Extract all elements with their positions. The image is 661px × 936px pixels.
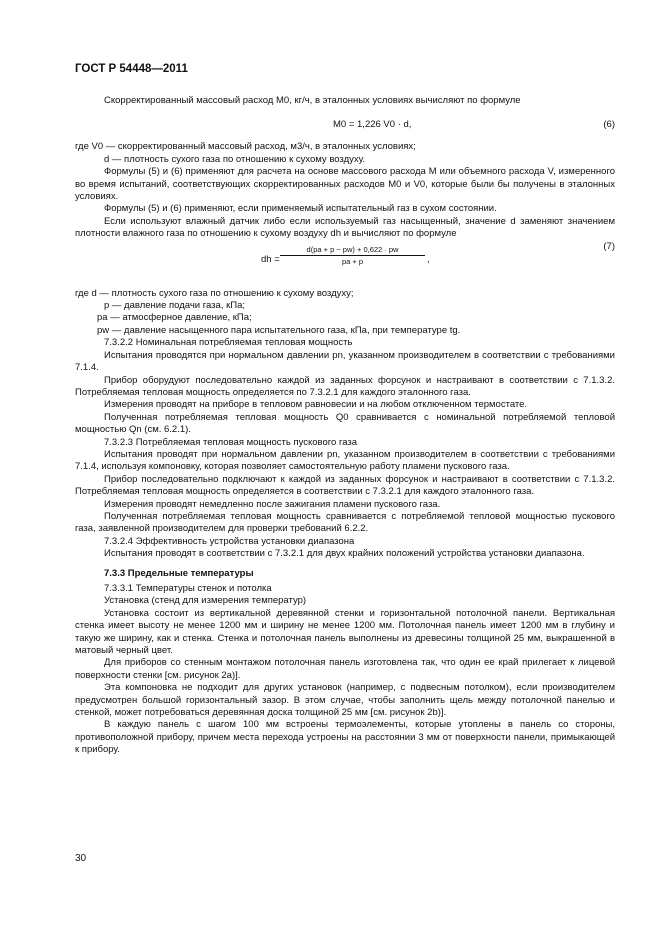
formula-6-number: (6)	[603, 119, 615, 131]
paragraph-rig-description: Установка состоит из вертикальной деревянной стенки и горизонтальной потолочной панели. Вертикальная стенка имеет высоту не менее 1200 мм и ширину не менее 1200 мм. Потолочная панель имеет 1200 мм в глубину и такую же ширину, как и стенка. Стенка и потолочная панель выполнены из древесины толщиной 25 мм, выкрашенной в матовый черный цвет.	[75, 607, 615, 657]
section-7-3-3-1: 7.3.3.1 Температуры стенок и потолка	[104, 583, 272, 594]
section-7-3-2-4: 7.3.2.4 Эффективность устройства установки диапазона	[104, 535, 355, 547]
formula-7-comma: ,	[427, 253, 430, 265]
paragraph-thermocouples: В каждую панель с шагом 100 мм встроены термоэлементы, которые утоплены в панель со стороны, противоположной прибору, причем места перехода устроены на расстоянии 3 мм от поверхности панели, примыкающей к прибору.	[75, 719, 615, 756]
formula-7-number: (7)	[603, 240, 615, 252]
section-7-3-2-3: 7.3.2.3 Потребляемая тепловая мощность пускового газа	[104, 436, 358, 448]
section-7-3-3-heading: 7.3.3 Предельные температуры	[104, 567, 254, 579]
document-body	[75, 95, 615, 757]
paragraph-nozzles: Прибор оборудуют последовательно каждой из заданных форсунок и настраивают в соответствии с 7.1.3.2. Потребляемая тепловая мощность определяется по 7.3.2.1 для каждого эталонного газа.	[75, 374, 615, 398]
formula-7-denominator: pa + p	[341, 256, 364, 266]
paragraph-wall-mounted: Для приборов со стенным монтажом потолочная панель изготовлена так, что один ее край прилегает к лицевой поверхности стенки [см. рисунок 2а)].	[75, 657, 615, 681]
paragraph-intro: Скорректированный массовый расход M0, кг/ч, в эталонных условиях вычисляют по формуле	[104, 95, 521, 106]
paragraph-formulas-5-6: Формулы (5) и (6) применяют для расчета на основе массового расхода M или объемного расхода V, измеренного во время испытаний, соответствующих скорректированных расходов M0 и V0, которые были бы получены в эталонных условиях.	[75, 166, 615, 203]
where-v0: где V0 — скорректированный массовый расход, м3/ч, в эталонных условиях;	[75, 141, 416, 153]
formula-7-numerator: d(pa + p − pw) + 0,622 · pw	[280, 244, 425, 256]
page-number: 30	[75, 853, 87, 864]
paragraph-q0-compare: Полученная потребляемая тепловая мощность Q0 сравнивается с номинальной потребляемой тепловой мощностью Qn (см. 6.2.1).	[75, 411, 615, 436]
paragraph-pilot-nozzles: Прибор последовательно подключают к каждой из заданных форсунок и настраивают в соответствии с 7.1.3.2. Потребляемая тепловая мощность определяется в соответствии с 7.3.2.1 для каждого эталонного газа.	[75, 473, 615, 498]
formula-6	[75, 113, 615, 137]
paragraph-normal-pressure: Испытания проводятся при нормальном давлении pn, указанном производителем в соответствии с требованиями 7.1.4.	[75, 349, 615, 374]
paragraph-pilot-measure: Измерения проводят немедленно после зажигания пламени пускового газа.	[104, 498, 441, 510]
paragraph-test-rig: Установка (стенд для измерения температур)	[104, 595, 307, 607]
paragraph-dry-gas: Формулы (5) и (6) применяют, если применяемый испытательный газ в сухом состоянии.	[104, 203, 497, 215]
where-p: p — давление подачи газа, кПа;	[104, 300, 246, 312]
paragraph-pilot-test: Испытания проводят при нормальном давлении pn, указанном производителем в соответствии с требованиями 7.1.4, используя компоновку, которая позволяет самостоятельную работу пламени пускового газа.	[75, 448, 615, 473]
paragraph-suspended-ceiling: Эта компоновка не подходит для других установок (например, с подвесным потолком), если производителем предусмотрен большой горизонтальный зазор. В этом случае, чтобы заполнить щель между потолочной панелью и стенкой, может потребоваться деревянная доска толщиной 25 мм [см. рисунок 2b)].	[75, 682, 615, 719]
where-pa: pa — атмосферное давление, кПа;	[97, 312, 252, 324]
where-pw: pw — давление насыщенного пара испытательного газа, кПа, при температуре tg.	[97, 324, 461, 336]
formula-6-expression: M0 = 1,226 V0 · d,	[333, 119, 412, 131]
paragraph-wet-gas: Если используют влажный датчик либо если используемый газ насыщенный, значение d заменяют значением плотности влажного газа по отношению к сухому воздуху dh и вычисляют по формуле	[75, 215, 615, 240]
where-d: d — плотность сухого газа по отношению к сухому воздуху.	[104, 153, 366, 165]
formula-7-lhs: dh =	[261, 253, 280, 265]
formula-7	[75, 241, 615, 285]
paragraph-pilot-compare: Полученная потребляемая тепловая мощность сравнивается с потребляемой тепловой мощностью пускового газа, заявленной производителем для проверки требований 6.2.2.	[75, 510, 615, 535]
standard-header: ГОСТ Р 54448—2011	[75, 63, 188, 75]
formula-7-fraction	[280, 244, 425, 267]
paragraph-thermal-equilibrium: Измерения проводят на приборе в тепловом равновесии и на любом отключенном термостате.	[104, 399, 528, 411]
section-7-3-2-2: 7.3.2.2 Номинальная потребляемая тепловая мощность	[104, 337, 353, 349]
where-d-dry: где d — плотность сухого газа по отношению к сухому воздуху;	[75, 287, 354, 299]
paragraph-range-device: Испытания проводят в соответствии с 7.3.2.1 для двух крайних положений устройства установки диапазона.	[104, 548, 585, 560]
